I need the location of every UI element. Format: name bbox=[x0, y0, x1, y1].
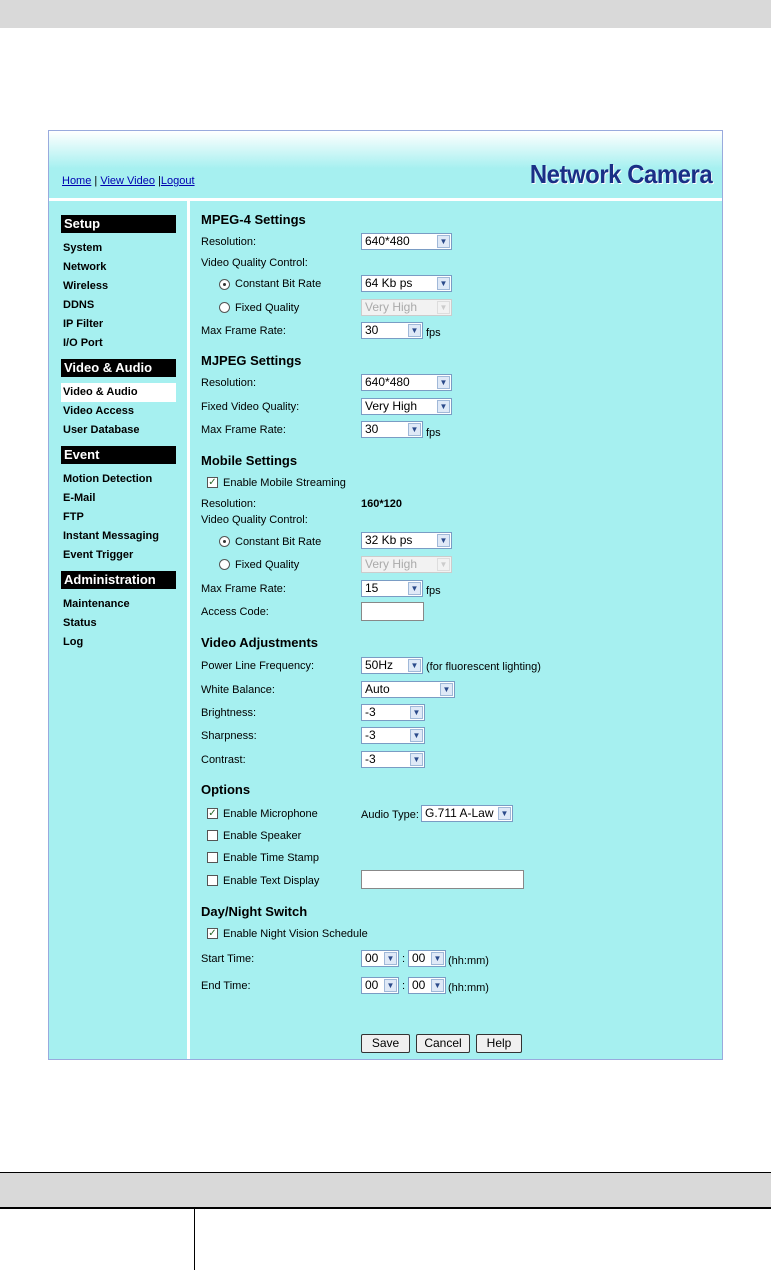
chevron-down-icon: ▼ bbox=[437, 534, 450, 547]
home-link[interactable]: Home bbox=[62, 175, 92, 187]
chevron-down-icon: ▼ bbox=[408, 582, 421, 595]
mjpeg-resolution-label: Resolution: bbox=[201, 377, 257, 389]
select-value: -3 bbox=[365, 705, 376, 719]
mobile-bitrate-select[interactable] bbox=[361, 532, 452, 549]
end-minute-select[interactable] bbox=[408, 977, 446, 994]
mobile-resolution-value: 160*120 bbox=[361, 498, 402, 510]
mpeg4-fixed-label: Fixed Quality bbox=[235, 302, 300, 314]
cancel-button[interactable]: Cancel bbox=[416, 1034, 470, 1053]
mobile-vqc-label: Video Quality Control: bbox=[201, 514, 308, 526]
chevron-down-icon: ▼ bbox=[498, 807, 511, 820]
sidebar-item-video-audio[interactable]: Video & Audio bbox=[61, 383, 176, 402]
power-line-label: Power Line Frequency: bbox=[201, 660, 315, 672]
mobile-section-title: Mobile Settings bbox=[201, 453, 298, 468]
mjpeg-quality-select[interactable] bbox=[361, 398, 452, 415]
access-code-input[interactable] bbox=[361, 602, 424, 621]
sharpness-select[interactable] bbox=[361, 727, 425, 744]
enable-speaker-checkbox[interactable] bbox=[207, 830, 218, 841]
start-time-label: Start Time: bbox=[201, 953, 255, 965]
mobile-cbr-label: Constant Bit Rate bbox=[235, 536, 322, 548]
chevron-down-icon: ▼ bbox=[408, 324, 421, 337]
mjpeg-fps-select[interactable] bbox=[361, 421, 423, 438]
mpeg4-vqc-label: Video Quality Control: bbox=[201, 257, 308, 269]
sidebar-item-video-access[interactable]: Video Access bbox=[63, 405, 134, 417]
sidebar-item-log[interactable]: Log bbox=[63, 636, 84, 648]
select-value: 64 Kb ps bbox=[365, 276, 413, 290]
mobile-fixed-label: Fixed Quality bbox=[235, 559, 300, 571]
select-value: Very High bbox=[365, 300, 418, 314]
hhmm-hint: (hh:mm) bbox=[448, 982, 489, 994]
enable-microphone-checkbox[interactable]: ✓ bbox=[208, 808, 217, 819]
enable-speaker-label: Enable Speaker bbox=[223, 830, 302, 842]
white-balance-label: White Balance: bbox=[201, 684, 275, 696]
end-time-label: End Time: bbox=[201, 980, 251, 992]
select-value: 00 bbox=[365, 978, 379, 992]
enable-night-vision-label: Enable Night Vision Schedule bbox=[223, 928, 368, 940]
view-video-link[interactable]: View Video bbox=[100, 175, 155, 187]
select-value: 15 bbox=[365, 581, 379, 595]
chevron-down-icon: ▼ bbox=[431, 952, 444, 965]
enable-text-display-label: Enable Text Display bbox=[223, 875, 320, 887]
mpeg4-fps-label: Max Frame Rate: bbox=[201, 325, 286, 337]
sidebar-item-motion-detection[interactable]: Motion Detection bbox=[63, 473, 153, 485]
audio-type-label: Audio Type: bbox=[361, 809, 419, 821]
enable-mobile-checkbox[interactable]: ✓ bbox=[208, 477, 217, 488]
sidebar-item-status[interactable]: Status bbox=[63, 617, 97, 629]
help-button[interactable]: Help bbox=[476, 1034, 522, 1053]
chevron-down-icon: ▼ bbox=[437, 301, 450, 314]
access-code-label: Access Code: bbox=[201, 606, 269, 618]
nav-separator: | bbox=[158, 175, 161, 187]
nav-separator: | bbox=[94, 175, 98, 187]
white-balance-select[interactable] bbox=[361, 681, 455, 698]
mpeg4-resolution-select[interactable] bbox=[361, 233, 452, 250]
logout-link[interactable]: Logout bbox=[160, 175, 195, 187]
mobile-fixed-radio[interactable] bbox=[219, 559, 230, 570]
select-value: 30 bbox=[365, 422, 379, 436]
enable-timestamp-label: Enable Time Stamp bbox=[223, 852, 319, 864]
select-value: G.711 A-Law bbox=[425, 806, 494, 820]
chevron-down-icon: ▼ bbox=[437, 376, 450, 389]
contrast-select[interactable] bbox=[361, 751, 425, 768]
power-line-note: (for fluorescent lighting) bbox=[426, 661, 541, 673]
sidebar-header-video-audio: Video & Audio bbox=[61, 359, 176, 377]
chevron-down-icon: ▼ bbox=[384, 979, 397, 992]
mpeg4-section-title: MPEG-4 Settings bbox=[201, 212, 306, 227]
fps-unit: fps bbox=[426, 585, 441, 597]
sidebar-divider bbox=[187, 201, 190, 1059]
select-value: 640*480 bbox=[365, 234, 410, 248]
document-header-bar bbox=[0, 0, 771, 28]
fps-unit: fps bbox=[426, 427, 441, 439]
time-colon: : bbox=[402, 980, 406, 992]
sidebar-item-ddns[interactable]: DDNS bbox=[63, 299, 95, 311]
mobile-cbr-radio[interactable] bbox=[219, 536, 230, 547]
enable-text-display-checkbox[interactable] bbox=[207, 875, 218, 886]
select-value: Very High bbox=[365, 557, 418, 571]
sidebar-item-email[interactable]: E-Mail bbox=[63, 492, 96, 504]
document-table-header bbox=[0, 1172, 771, 1209]
select-value: 30 bbox=[365, 323, 379, 337]
end-hour-select[interactable] bbox=[361, 977, 399, 994]
sidebar-item-instant-messaging[interactable]: Instant Messaging bbox=[63, 530, 159, 542]
start-hour-select[interactable] bbox=[361, 950, 399, 967]
select-value: Auto bbox=[365, 682, 390, 696]
chevron-down-icon: ▼ bbox=[440, 683, 453, 696]
select-value: 00 bbox=[365, 951, 379, 965]
hhmm-hint: (hh:mm) bbox=[448, 955, 489, 967]
chevron-down-icon: ▼ bbox=[437, 277, 450, 290]
start-minute-select[interactable] bbox=[408, 950, 446, 967]
mjpeg-quality-label: Fixed Video Quality: bbox=[201, 401, 300, 413]
network-camera-logo: Network Camera bbox=[529, 159, 712, 189]
chevron-down-icon: ▼ bbox=[408, 423, 421, 436]
select-value: 00 bbox=[412, 978, 426, 992]
time-colon: : bbox=[402, 953, 406, 965]
sidebar-item-network[interactable]: Network bbox=[63, 261, 107, 273]
sidebar-item-ip-filter[interactable]: IP Filter bbox=[63, 318, 104, 330]
contrast-label: Contrast: bbox=[201, 754, 246, 766]
enable-timestamp-checkbox[interactable] bbox=[207, 852, 218, 863]
sidebar-header-event: Event bbox=[61, 446, 176, 464]
mpeg4-resolution-label: Resolution: bbox=[201, 236, 257, 248]
select-value: 640*480 bbox=[365, 375, 410, 389]
select-value: -3 bbox=[365, 728, 376, 742]
camera-settings-window bbox=[48, 130, 723, 1060]
power-line-select[interactable] bbox=[361, 657, 423, 674]
sharpness-label: Sharpness: bbox=[201, 730, 257, 742]
mpeg4-cbr-radio[interactable] bbox=[219, 279, 230, 290]
adjustments-section-title: Video Adjustments bbox=[201, 635, 319, 650]
header-area bbox=[49, 131, 722, 199]
audio-type-select[interactable] bbox=[421, 805, 513, 822]
chevron-down-icon: ▼ bbox=[410, 753, 423, 766]
mobile-fixed-quality-select[interactable] bbox=[361, 556, 452, 573]
sidebar-item-io-port[interactable]: I/O Port bbox=[63, 337, 103, 349]
brightness-select[interactable] bbox=[361, 704, 425, 721]
text-display-input[interactable] bbox=[361, 870, 524, 889]
options-section-title: Options bbox=[201, 782, 251, 797]
mpeg4-fixed-quality-select[interactable] bbox=[361, 299, 452, 316]
chevron-down-icon: ▼ bbox=[437, 400, 450, 413]
sidebar bbox=[61, 215, 176, 652]
save-button[interactable]: Save bbox=[361, 1034, 410, 1053]
mobile-fps-label: Max Frame Rate: bbox=[201, 583, 286, 595]
enable-night-vision-checkbox[interactable]: ✓ bbox=[208, 928, 217, 939]
sidebar-item-system[interactable]: System bbox=[63, 242, 103, 254]
header-divider bbox=[49, 198, 722, 201]
chevron-down-icon: ▼ bbox=[410, 706, 423, 719]
sidebar-header-setup: Setup bbox=[61, 215, 176, 233]
document-table-divider bbox=[194, 1209, 195, 1270]
enable-microphone-label: Enable Microphone bbox=[223, 808, 318, 820]
select-value: Very High bbox=[365, 399, 418, 413]
chevron-down-icon: ▼ bbox=[437, 235, 450, 248]
chevron-down-icon: ▼ bbox=[437, 558, 450, 571]
mpeg4-bitrate-select[interactable] bbox=[361, 275, 452, 292]
chevron-down-icon: ▼ bbox=[410, 729, 423, 742]
select-value: 50Hz bbox=[365, 658, 394, 672]
sidebar-item-ftp[interactable]: FTP bbox=[63, 511, 84, 523]
mjpeg-resolution-select[interactable] bbox=[361, 374, 452, 391]
mobile-resolution-label: Resolution: bbox=[201, 498, 257, 510]
chevron-down-icon: ▼ bbox=[384, 952, 397, 965]
mpeg4-fixed-radio[interactable] bbox=[219, 302, 230, 313]
sidebar-item-user-database[interactable]: User Database bbox=[63, 424, 140, 436]
fps-unit: fps bbox=[426, 327, 441, 339]
mjpeg-fps-label: Max Frame Rate: bbox=[201, 424, 286, 436]
top-nav-links bbox=[62, 175, 195, 187]
select-value: 32 Kb ps bbox=[365, 533, 413, 547]
daynight-section-title: Day/Night Switch bbox=[201, 904, 308, 919]
select-value: 00 bbox=[412, 951, 426, 965]
enable-mobile-label: Enable Mobile Streaming bbox=[223, 477, 346, 489]
chevron-down-icon: ▼ bbox=[408, 659, 421, 672]
mpeg4-fps-select[interactable] bbox=[361, 322, 423, 339]
chevron-down-icon: ▼ bbox=[431, 979, 444, 992]
brightness-label: Brightness: bbox=[201, 707, 257, 719]
sidebar-item-wireless[interactable]: Wireless bbox=[63, 280, 109, 292]
mpeg4-cbr-label: Constant Bit Rate bbox=[235, 278, 322, 290]
mobile-fps-select[interactable] bbox=[361, 580, 423, 597]
select-value: -3 bbox=[365, 752, 376, 766]
sidebar-item-maintenance[interactable]: Maintenance bbox=[63, 598, 130, 610]
sidebar-header-administration: Administration bbox=[61, 571, 176, 589]
sidebar-item-event-trigger[interactable]: Event Trigger bbox=[63, 549, 134, 561]
mjpeg-section-title: MJPEG Settings bbox=[201, 353, 302, 368]
